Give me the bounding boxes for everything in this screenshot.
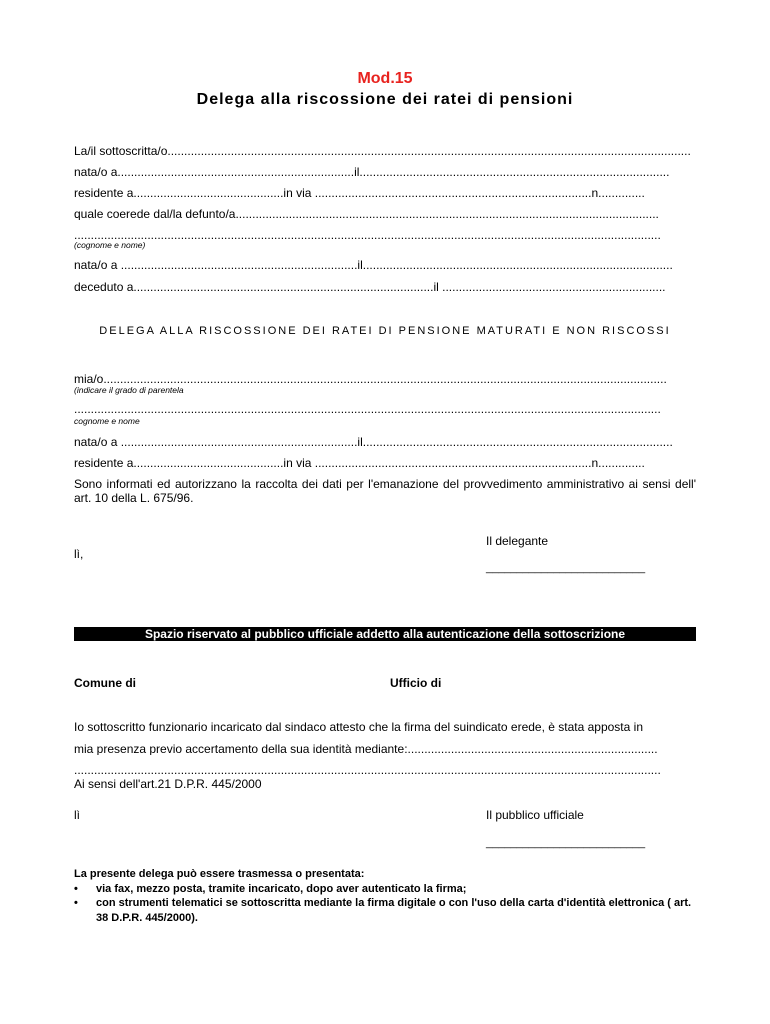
relative-field: mia/o.........................................................................................................................................................................	[74, 373, 667, 385]
attestation-text: Io sottoscritto funzionario incaricato dal sindaco attesto che la firma del suindicato erede, è stata apposta in	[74, 720, 643, 734]
delivery-bullet-1-text: via fax, mezzo posta, tramite incaricato, dopo aver autenticato la firma;	[96, 882, 467, 895]
bullet-icon: •	[74, 897, 78, 909]
identity-dots-field: ................................................................................................................................................................................	[74, 764, 661, 776]
delivery-methods	[74, 867, 696, 925]
place-date-label-2: lì	[74, 808, 80, 822]
delegante-signature-line: __________________________	[486, 562, 646, 574]
delivery-bullet-2-text: con strumenti telematici se sottoscritta mediante la firma digitale o con l'uso della carta d'identità elettronica ( art. 38 D.P.R. 445/2000).	[96, 897, 692, 924]
deceased-name-field: ................................................................................................................................................................................	[74, 229, 661, 241]
delegate-name-field: ................................................................................................................................................................................	[74, 403, 661, 415]
page-title: Delega alla riscossione dei ratei di pensioni	[196, 91, 574, 108]
deceased-birth-field: nata/o a .......................................................................il.............................................................................................	[74, 259, 673, 271]
note-cognome-nome-2: cognome e nome	[74, 416, 140, 426]
bullet-icon: •	[74, 882, 78, 895]
form-code: Mod.15	[357, 70, 413, 87]
note-cognome-nome: (cognome e nome)	[74, 240, 146, 250]
delegate-residence-field: residente a.............................................in via ...................................................................................n..............	[74, 457, 645, 469]
legal-reference: Ai sensi dell'art.21 D.P.R. 445/2000	[74, 777, 262, 791]
note-grado-parentela: (indicare il grado di parentela	[74, 385, 184, 395]
official-signature-line: __________________________	[486, 837, 646, 849]
section-heading-delega: DELEGA ALLA RISCOSSIONE DEI RATEI DI PENSIONE MATURATI E NON RISCOSSI	[99, 325, 671, 337]
pubblico-ufficiale-label: Il pubblico ufficiale	[486, 808, 584, 822]
delegate-birth-field: nata/o a .......................................................................il.............................................................................................	[74, 436, 673, 448]
delegante-label: Il delegante	[486, 534, 549, 548]
ufficio-label: Ufficio di	[390, 676, 442, 690]
deceased-label-field: quale coerede dal/la defunto/a...............................................................................................................................	[74, 208, 659, 220]
official-section-banner: Spazio riservato al pubblico ufficiale addetto alla autenticazione della sottoscrizione	[74, 627, 696, 641]
deceased-death-field: deceduto a..........................................................................................il ...................................................................	[74, 281, 666, 293]
delegant-birth-field: nata/o a.......................................................................il.............................................................................................	[74, 166, 670, 178]
privacy-consent-text: Sono informati ed autorizzano la raccolta dei dati per l'emanazione del provvedimento amministrativo ai sensi dell' art. 10 della L. 675/96.	[74, 477, 696, 505]
comune-label: Comune di	[74, 676, 136, 690]
identity-document-field: mia presenza previo accertamento della sua identità mediante:...........................................................................	[74, 743, 658, 755]
delegant-name-field: La/il sottoscritta/o.............................................................................................................................................................	[74, 145, 691, 157]
delivery-bullet-2	[74, 896, 696, 925]
place-date-label: lì,	[74, 547, 84, 561]
delegant-residence-field: residente a.............................................in via ...................................................................................n..............	[74, 187, 645, 199]
delivery-bullet-1	[74, 882, 696, 897]
delivery-intro: La presente delega può essere trasmessa o presentata:	[74, 868, 365, 880]
